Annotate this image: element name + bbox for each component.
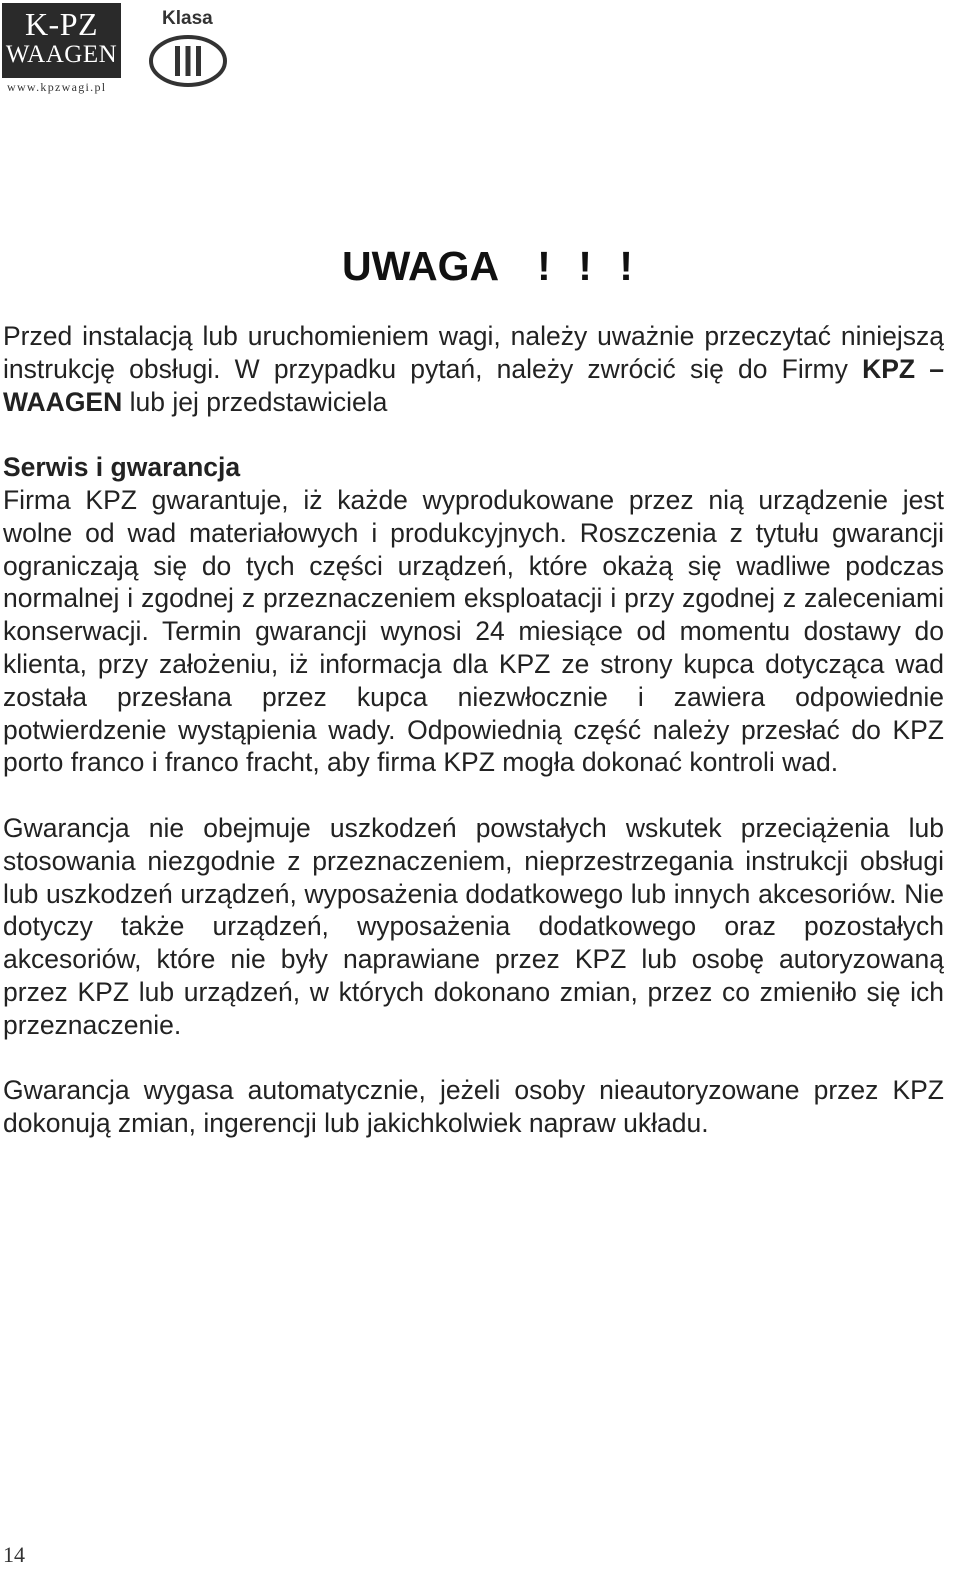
warranty-expiry-paragraph: Gwarancja wygasa automatycznie, jeżeli osoby nieautoryzowane przez KPZ dokonują zmian, ingerencji lub jakichkolwiek napraw układu. — [3, 1075, 944, 1139]
logo-box — [2, 3, 121, 78]
warranty-paragraph: Firma KPZ gwarantuje, iż każde wyprodukowane przez nią urządzenie jest wolne od wad materiałowych i produkcyjnych. Roszczenia z tytułu gwarancji ograniczają się do tych części urządzeń, które okażą się wadliwe podczas normalnej i zgodnej z przeznaczeniem eksploatacji i przy zgodnej z zaleceniami konserwacji. Termin gwarancji wynosi 24 miesiące od momentu dostawy do klienta, przy założeniu, iż informacja dla KPZ ze strony kupca dotycząca wad została przesłana przez kupca niezwłocznie i zawiera odpowiednie potwierdzenie wystąpienia wady. Odpowiednią część należy przesłać do KPZ porto franco i franco fracht, aby firma KPZ mogła dokonać kontroli wad. — [3, 484, 944, 778]
logo-url: www.kpzwagi.pl — [7, 80, 107, 94]
title-exclamation-marks: ! ! ! — [537, 243, 641, 289]
section-heading: Serwis i gwarancja — [3, 452, 241, 483]
class-label: Klasa — [162, 8, 213, 29]
page-number: 14 — [3, 1542, 25, 1567]
accuracy-class-badge — [148, 8, 230, 86]
title-text: UWAGA — [342, 243, 500, 289]
intro-text-before: Przed instalacją lub uruchomieniem wagi, należy uważnie przeczytać niniejszą instrukcję obsługi. W przypadku pytań, należy zwrócić się do Firmy — [3, 321, 944, 384]
warranty-exclusions-paragraph: Gwarancja nie obejmuje uszkodzeń powstałych wskutek przeciążenia lub stosowania niezgodnie z przeznaczeniem, nieprzestrzegania instrukcji obsługi lub uszkodzeń urządzeń, wyposażenia dodatkowego lub innych akcesoriów. Nie dotyczy także urządzeń, wyposażenia dodatkowego oraz pozostałych akcesoriów, które nie były naprawiane przez KPZ lub osobę autoryzowaną przez KPZ lub urządzeń, w których dokonano zmian, przez co zmieniło się ich przeznaczenie. — [3, 812, 944, 1040]
logo-line1: K-PZ — [24, 6, 99, 42]
document-body — [3, 320, 944, 1140]
class-three-icon — [148, 34, 230, 88]
company-name: KPZ – WAAGEN — [3, 353, 944, 417]
logo-line2: WAAGEN — [5, 41, 118, 68]
intro-text-after: lub jej przedstawiciela — [122, 386, 388, 417]
page-title — [342, 241, 641, 291]
kpz-waagen-logo — [2, 3, 122, 95]
intro-paragraph — [3, 320, 944, 418]
